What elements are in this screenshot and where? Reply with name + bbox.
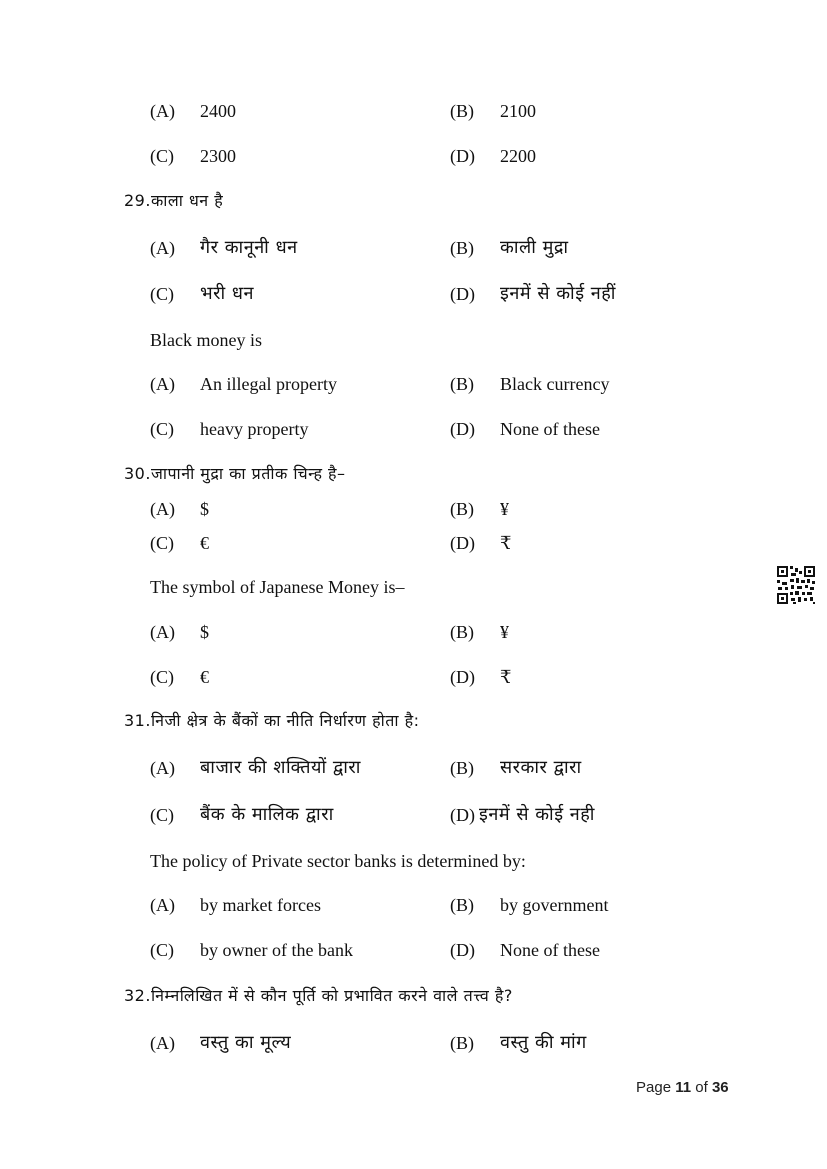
q30-hi-option-b-key: (B) (450, 499, 474, 519)
q32-hi-option-b-key: (B) (450, 1033, 474, 1053)
q28-option-b-key: (B) (450, 101, 474, 121)
page-total: 36 (711, 1079, 729, 1096)
page-number-footer (636, 1079, 729, 1096)
q29-en-option-a-key: (A) (150, 374, 175, 394)
q31-en-option-c-key: (C) (150, 940, 174, 960)
q31-en-option-b: by government (500, 895, 609, 915)
q30-question-hindi: 30.जापानी मुद्रा का प्रतीक चिन्ह है– (124, 464, 346, 483)
q28-option-a-key: (A) (150, 101, 175, 121)
q31-hi-option-d-key: (D) (450, 805, 475, 825)
q30-hi-option-c: € (200, 533, 209, 553)
of-label: of (695, 1079, 708, 1096)
q28-option-d: 2200 (500, 146, 536, 166)
q29-hi-option-c: भरी धन (200, 283, 254, 304)
q29-en-option-b: Black currency (500, 374, 610, 394)
q29-hi-option-d: इनमें से कोई नहीं (500, 283, 616, 304)
q31-en-option-c: by owner of the bank (200, 940, 353, 960)
q29-en-option-c-key: (C) (150, 419, 174, 439)
q29-question-english: Black money is (150, 330, 262, 350)
q30-en-option-c: € (200, 667, 209, 687)
q28-option-c: 2300 (200, 146, 236, 166)
q29-hi-option-d-key: (D) (450, 284, 475, 304)
q30-en-option-b-key: (B) (450, 622, 474, 642)
page-number: 11 (675, 1079, 692, 1096)
q31-en-option-a-key: (A) (150, 895, 175, 915)
page-label: Page (636, 1079, 672, 1096)
q31-hi-option-d: इनमें से कोई नही (479, 804, 595, 825)
q29-en-option-c: heavy property (200, 419, 309, 439)
q32-question-hindi: 32.निम्नलिखित में से कौन पूर्ति को प्रभावित करने वाले तत्त्व है? (124, 986, 513, 1005)
q32-hi-option-a-key: (A) (150, 1033, 175, 1053)
q30-en-option-a-key: (A) (150, 622, 175, 642)
q31-hi-option-a: बाजार की शक्तियों द्वारा (200, 757, 361, 778)
q31-en-option-d: None of these (500, 940, 600, 960)
q32-hi-option-a: वस्तु का मूल्य (200, 1032, 292, 1053)
q29-hi-option-a-key: (A) (150, 238, 175, 258)
q31-hi-option-c: बैंक के मालिक द्वारा (200, 804, 334, 825)
q29-hi-option-a: गैर कानूनी धन (200, 237, 298, 258)
q31-hi-option-b-key: (B) (450, 758, 474, 778)
q30-hi-option-d: ₹ (500, 533, 512, 553)
q30-hi-option-a-key: (A) (150, 499, 175, 519)
q31-hi-option-a-key: (A) (150, 758, 175, 778)
qr-code-icon (776, 565, 816, 605)
q30-en-option-b: ¥ (500, 622, 509, 642)
q28-option-d-key: (D) (450, 146, 475, 166)
q28-option-c-key: (C) (150, 146, 174, 166)
q29-en-option-b-key: (B) (450, 374, 474, 394)
q29-en-option-d-key: (D) (450, 419, 475, 439)
q29-question-hindi: 29.काला धन है (124, 191, 224, 210)
q29-en-option-d: None of these (500, 419, 600, 439)
q31-en-option-a: by market forces (200, 895, 321, 915)
q30-question-english: The symbol of Japanese Money is– (150, 577, 405, 597)
q29-hi-option-b-key: (B) (450, 238, 474, 258)
q30-hi-option-c-key: (C) (150, 533, 174, 553)
q30-hi-option-b: ¥ (500, 499, 509, 519)
q28-option-b: 2100 (500, 101, 536, 121)
q31-hi-option-c-key: (C) (150, 805, 174, 825)
q30-en-option-d: ₹ (500, 667, 512, 687)
q28-option-a: 2400 (200, 101, 236, 121)
q30-en-option-d-key: (D) (450, 667, 475, 687)
q31-hi-option-b: सरकार द्वारा (500, 757, 582, 778)
q30-hi-option-a: $ (200, 499, 209, 519)
q31-en-option-d-key: (D) (450, 940, 475, 960)
q31-question-hindi: 31.निजी क्षेत्र के बैंकों का नीति निर्धारण होता है: (124, 711, 420, 730)
q30-en-option-c-key: (C) (150, 667, 174, 687)
q31-question-english: The policy of Private sector banks is determined by: (150, 851, 526, 871)
q29-hi-option-c-key: (C) (150, 284, 174, 304)
q29-hi-option-b: काली मुद्रा (500, 237, 569, 258)
q29-en-option-a: An illegal property (200, 374, 337, 394)
q30-en-option-a: $ (200, 622, 209, 642)
q32-hi-option-b: वस्तु की मांग (500, 1032, 587, 1053)
q30-hi-option-d-key: (D) (450, 533, 475, 553)
q31-en-option-b-key: (B) (450, 895, 474, 915)
